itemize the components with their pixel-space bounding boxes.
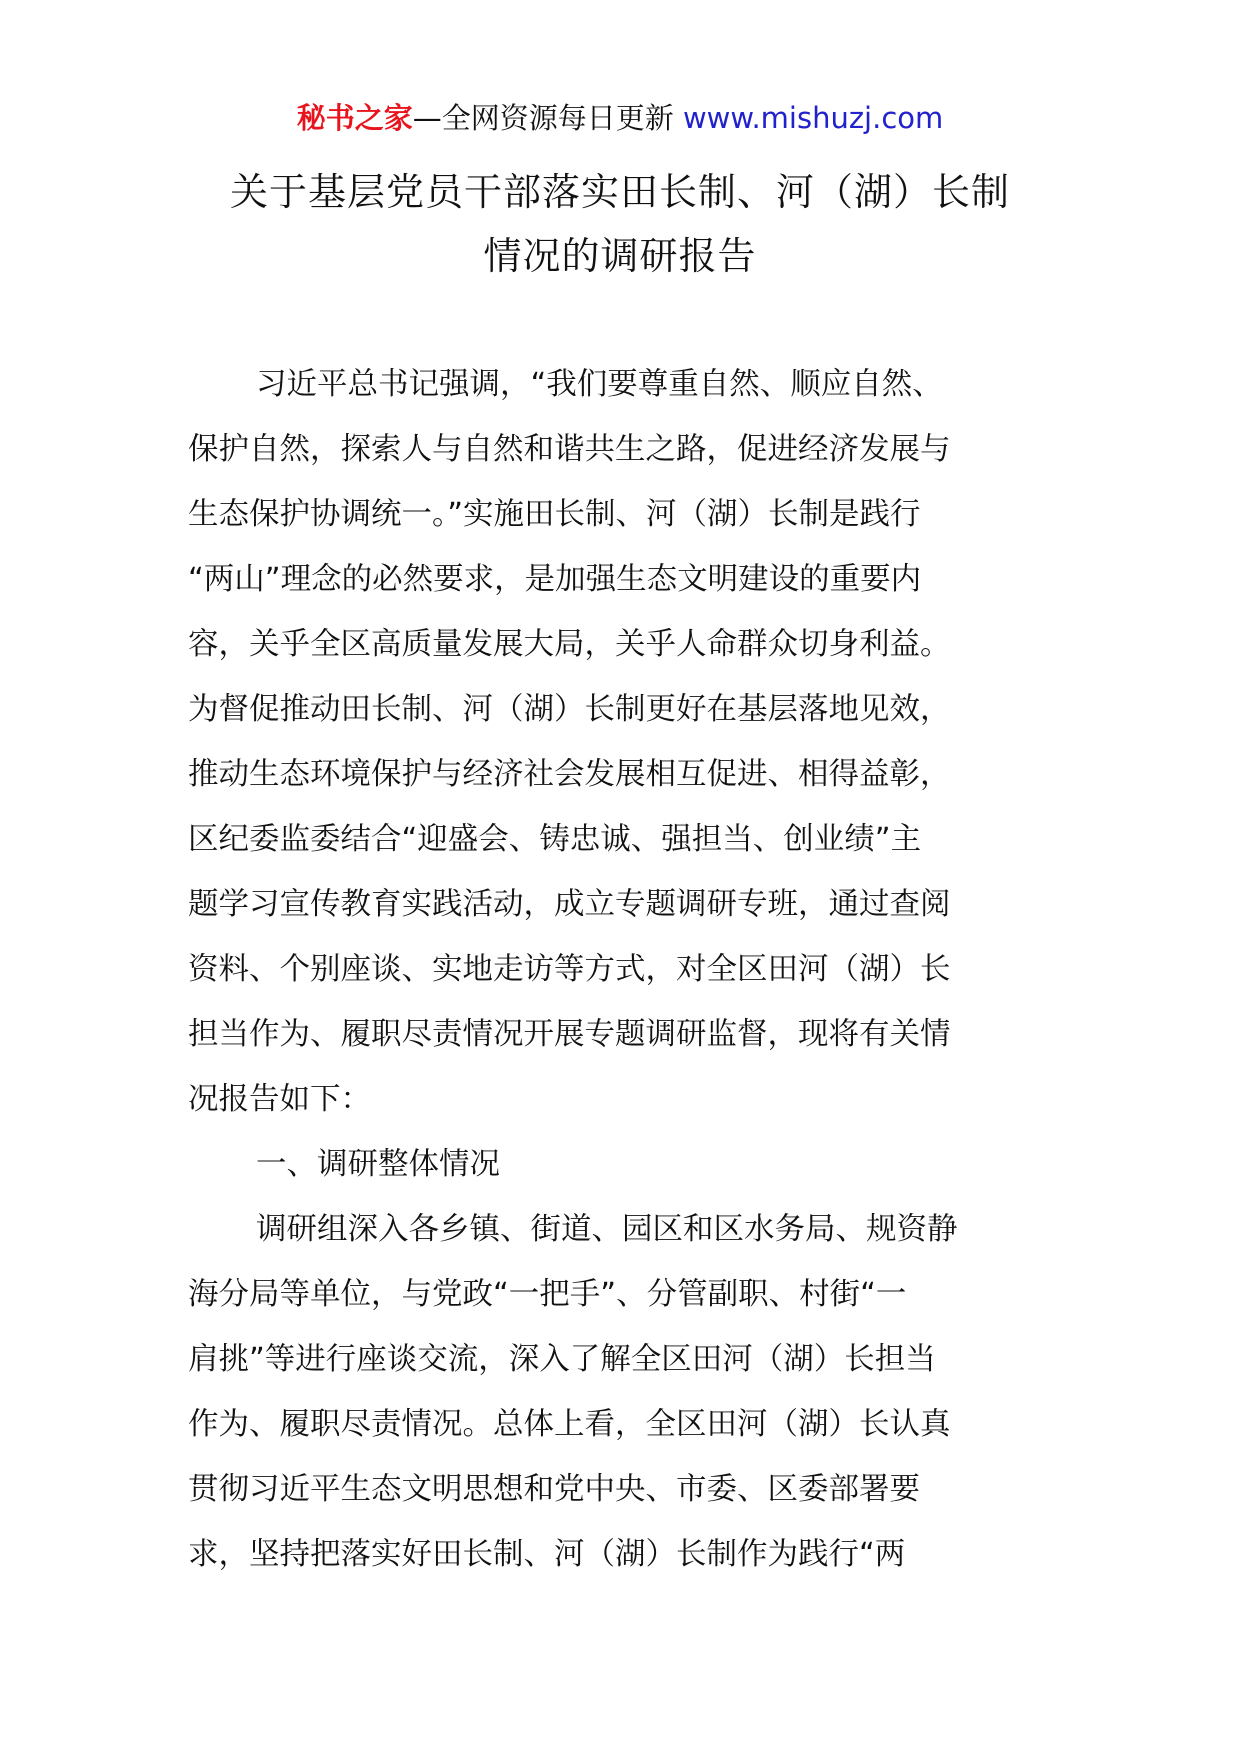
banner-tagline: —全网资源每日更新 <box>412 101 674 135</box>
title-line-2: 情况的调研报告 <box>483 234 757 278</box>
paragraph-line: 生态保护协调统一。”实施田长制、河（湖）长制是践行 <box>188 497 921 532</box>
paragraph-line: 担当作为、履职尽责情况开展专题调研监督，现将有关情 <box>188 1017 951 1052</box>
title-line-1: 关于基层党员干部落实田长制、河（湖）长制 <box>229 170 1010 214</box>
paragraph-line: 肩挑”等进行座谈交流，深入了解全区田河（湖）长担当 <box>188 1342 936 1377</box>
document-title <box>150 160 1090 288</box>
paragraph-line: 题学习宣传教育实践活动，成立专题调研专班，通过查阅 <box>188 887 951 922</box>
paragraph-line: 容，关乎全区高质量发展大局，关乎人命群众切身利益。 <box>188 627 951 662</box>
paragraph-line: “两山”理念的必然要求，是加强生态文明建设的重要内 <box>188 562 922 597</box>
paragraph-line: 况报告如下： <box>188 1082 371 1117</box>
paragraph-line: 作为、履职尽责情况。总体上看，全区田河（湖）长认真 <box>188 1407 951 1442</box>
paragraph-line: 海分局等单位，与党政“一把手”、分管副职、村街“一 <box>188 1277 907 1312</box>
paragraph-line: 为督促推动田长制、河（湖）长制更好在基层落地见效， <box>188 692 951 727</box>
banner-brand: 秘书之家 <box>296 101 413 135</box>
section-heading: 一、调研整体情况 <box>256 1147 500 1182</box>
paragraph-line: 习近平总书记强调，“我们要尊重自然、顺应自然、 <box>256 367 943 402</box>
paragraph-line: 推动生态环境保护与经济社会发展相互促进、相得益彰， <box>188 757 951 792</box>
paragraph-line: 保护自然，探索人与自然和谐共生之路，促进经济发展与 <box>188 432 951 467</box>
banner-url-link[interactable]: www.mishuzj.com <box>682 101 944 135</box>
paragraph-line: 求，坚持把落实好田长制、河（湖）长制作为践行“两 <box>188 1537 906 1572</box>
paragraph-line: 贯彻习近平生态文明思想和党中央、市委、区委部署要 <box>188 1472 920 1507</box>
paragraph-line: 调研组深入各乡镇、街道、园区和区水务局、规资静 <box>256 1212 958 1247</box>
paragraph-line: 资料、个别座谈、实地走访等方式，对全区田河（湖）长 <box>188 952 951 987</box>
site-banner <box>0 98 1240 138</box>
paragraph-line: 区纪委监委结合“迎盛会、铸忠诚、强担当、创业绩”主 <box>188 822 922 857</box>
document-body <box>188 352 1058 1587</box>
